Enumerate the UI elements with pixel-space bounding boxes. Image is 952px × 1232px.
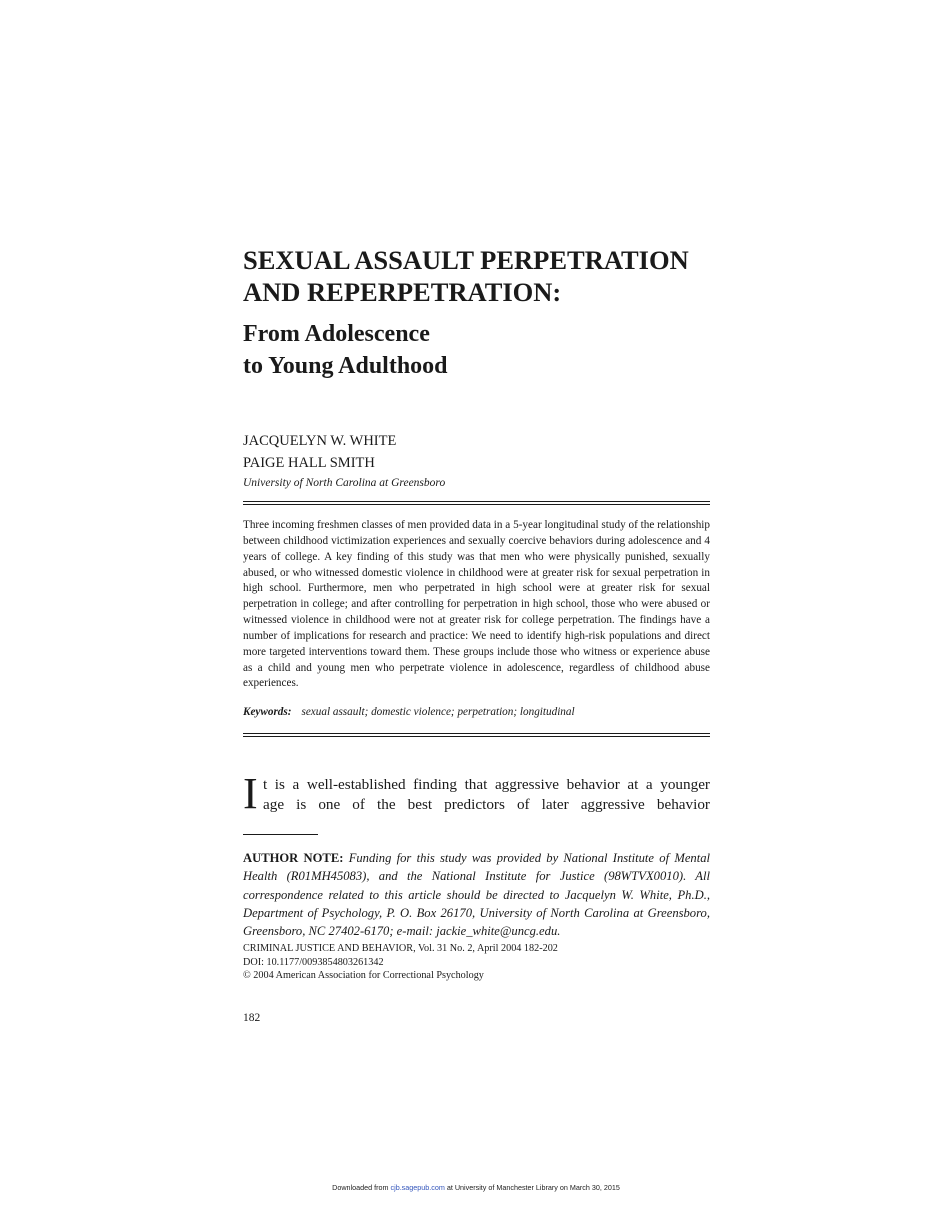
keywords	[243, 705, 710, 720]
subtitle-line-2: to Young Adulthood	[243, 353, 448, 379]
abstract: Three incoming freshmen classes of men provided data in a 5-year longitudinal study of the relationship between childhood victimization experiences and sexually coercive behaviors during adolescence and 4 years of college. A key finding of this study was that men who were physically punished, sexually abused, or who witnessed domestic violence in childhood were at greater risk for sexual perpetration in high school. Furthermore, men who perpetrated in high school were at greater risk for sexual perpetration in college; and after controlling for perpetration in high school, those who were abused or witnessed violence in childhood were not at greater risk for college perpetration. The findings have a number of implications for research and practice: We need to identify high-risk populations and direct more targeted interventions toward them. These groups include those who witness or experience abuse as a child and young men who perpetrate violence in adolescence, regardless of childhood abuse experiences.	[243, 519, 710, 690]
article-subtitle	[243, 318, 710, 382]
abstract-top-rule	[243, 501, 710, 505]
author-note-text: Funding for this study was provided by National Institute of Mental Health (R01MH45083), and the National Institute for Justice (98WTVX0010). All correspondence related to this article should be directed to Jacquelyn W. White, Ph.D., Department of Psychology, P. O. Box 26170, University of North Carolina at Greensboro, Greensboro, NC 27402-6170; e-mail: jackie_white@uncg.edu.	[243, 851, 711, 939]
download-prefix: Downloaded from	[332, 1183, 391, 1192]
keywords-text: sexual assault; domestic violence; perpetration; longitudinal	[301, 706, 575, 718]
affiliation: University of North Carolina at Greensboro	[243, 477, 446, 489]
body-line-1: t is a well-established finding that aggressive behavior at a younger	[263, 776, 710, 793]
subtitle-line-1: From Adolescence	[243, 321, 430, 347]
title-line-2: AND REPERPETRATION:	[243, 277, 562, 307]
download-link[interactable]: cjb.sagepub.com	[390, 1183, 445, 1192]
author-1: JACQUELYN W. WHITE	[243, 433, 397, 449]
doi: DOI: 10.1177/0093854803261342	[243, 956, 384, 968]
journal-citation: CRIMINAL JUSTICE AND BEHAVIOR, Vol. 31 No. 2, April 2004 182-202	[243, 943, 558, 954]
download-suffix: at University of Manchester Library on March 30, 2015	[444, 1183, 620, 1192]
page-number: 182	[243, 1012, 261, 1024]
keywords-label: Keywords:	[243, 706, 292, 718]
footnote-rule	[243, 834, 318, 835]
body-opening	[243, 769, 710, 818]
drop-cap: I	[243, 769, 258, 818]
publication-info	[243, 942, 710, 983]
author-2: PAIGE HALL SMITH	[243, 455, 375, 471]
abstract-bottom-rule	[243, 733, 710, 737]
body-line-2: age is one of the best predictors of later aggressive behavior	[263, 796, 710, 813]
copyright: © 2004 American Association for Correctional Psychology	[243, 970, 484, 981]
download-notice	[0, 1183, 952, 1192]
article-title	[243, 244, 710, 308]
author-note-label: AUTHOR NOTE:	[243, 851, 344, 865]
title-line-1: SEXUAL ASSAULT PERPETRATION	[243, 245, 689, 275]
author-note	[243, 849, 710, 940]
